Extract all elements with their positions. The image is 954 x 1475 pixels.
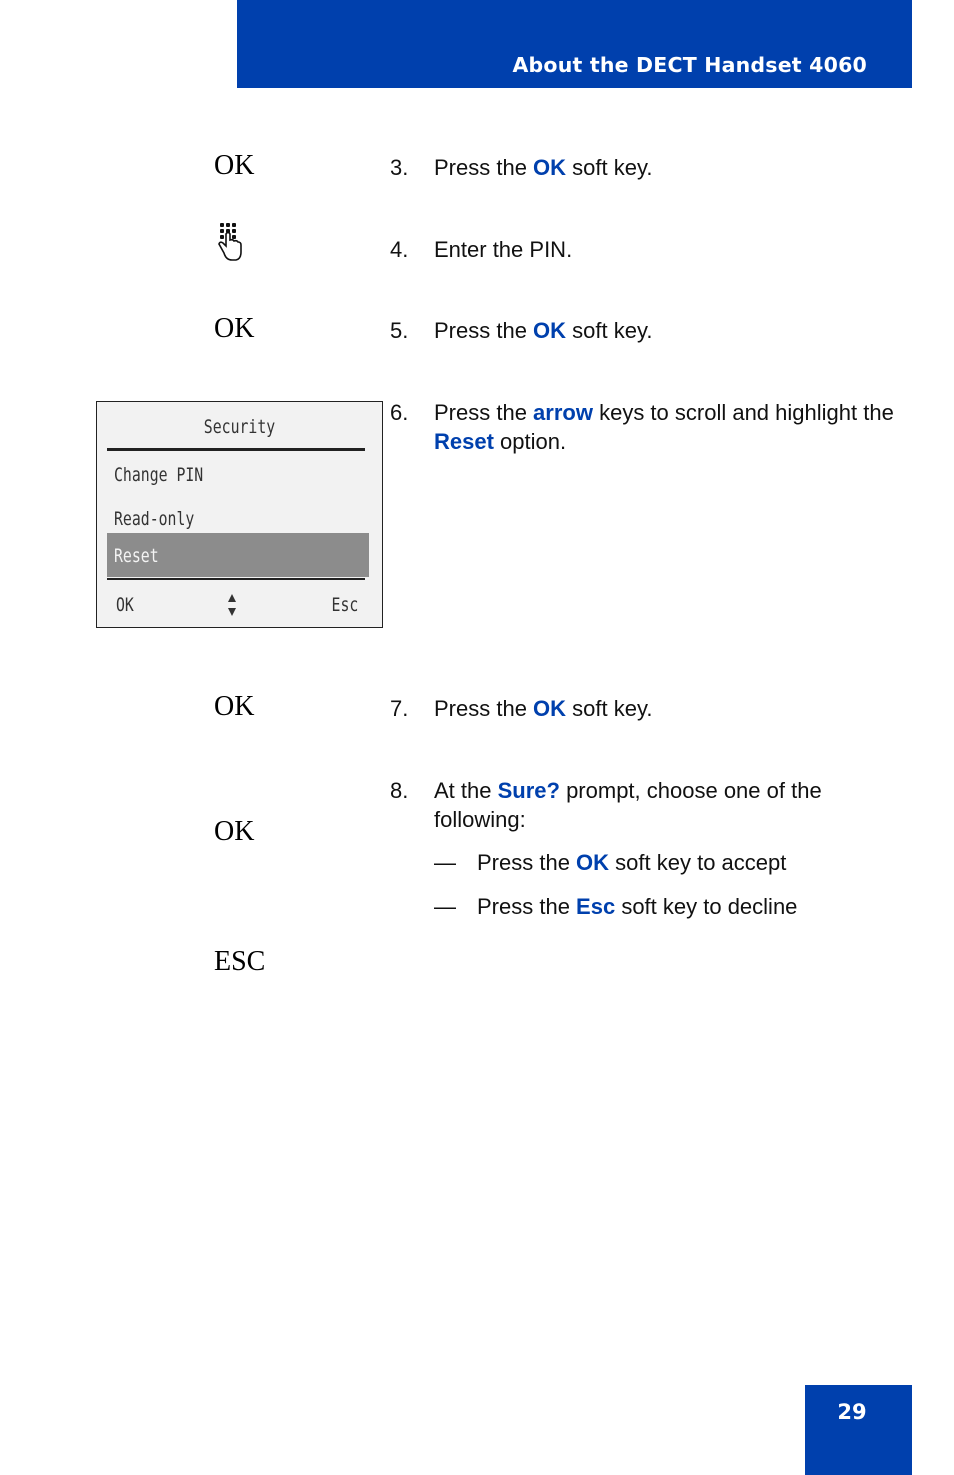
step-text: Press the arrow keys to scroll and highlight the Reset option. [434, 400, 894, 454]
step-number: 8. [390, 778, 409, 803]
menu-item-reset: Reset [114, 545, 159, 567]
option-dash: — [434, 894, 456, 919]
screen-title: Security [203, 416, 276, 438]
step-number: 5. [390, 318, 409, 343]
step-text: Press the OK soft key. [434, 155, 653, 180]
screen-divider [107, 448, 365, 451]
ok-key-label-step7: OK [214, 691, 255, 722]
option-text: Press the OK soft key to accept [477, 850, 787, 875]
step-number: 6. [390, 400, 409, 425]
header-bar [237, 0, 912, 88]
menu-item-read-only: Read-only [114, 508, 195, 530]
esc-key-label-step8: ESC [214, 946, 266, 977]
keypad-hand-icon [213, 220, 245, 264]
step-number: 4. [390, 237, 409, 262]
ok-key-label-step3: OK [214, 150, 255, 181]
step-text: Press the OK soft key. [434, 318, 653, 343]
page-number-box [805, 1385, 912, 1475]
step-text: Enter the PIN. [434, 237, 573, 262]
option-text: Press the Esc soft key to decline [477, 894, 798, 919]
step-text: Press the OK soft key. [434, 696, 653, 721]
menu-item-change-pin: Change PIN [114, 464, 204, 486]
step-number: 3. [390, 155, 409, 180]
header-title: About the DECT Handset 4060 [512, 53, 867, 77]
ok-key-label-step5: OK [214, 313, 255, 344]
step-number: 7. [390, 696, 409, 721]
handset-screen [96, 401, 383, 628]
menu-item-selected [107, 533, 369, 577]
softkey-divider [107, 578, 365, 580]
step-text: At the Sure? prompt, choose one of the following: [434, 778, 822, 832]
ok-key-label-step8: OK [214, 816, 255, 847]
softkey-ok: OK [116, 594, 134, 616]
softkey-esc: Esc [331, 594, 358, 616]
option-dash: — [434, 850, 456, 875]
page-number: 29 [837, 1400, 867, 1424]
up-down-arrows-icon [226, 592, 238, 618]
